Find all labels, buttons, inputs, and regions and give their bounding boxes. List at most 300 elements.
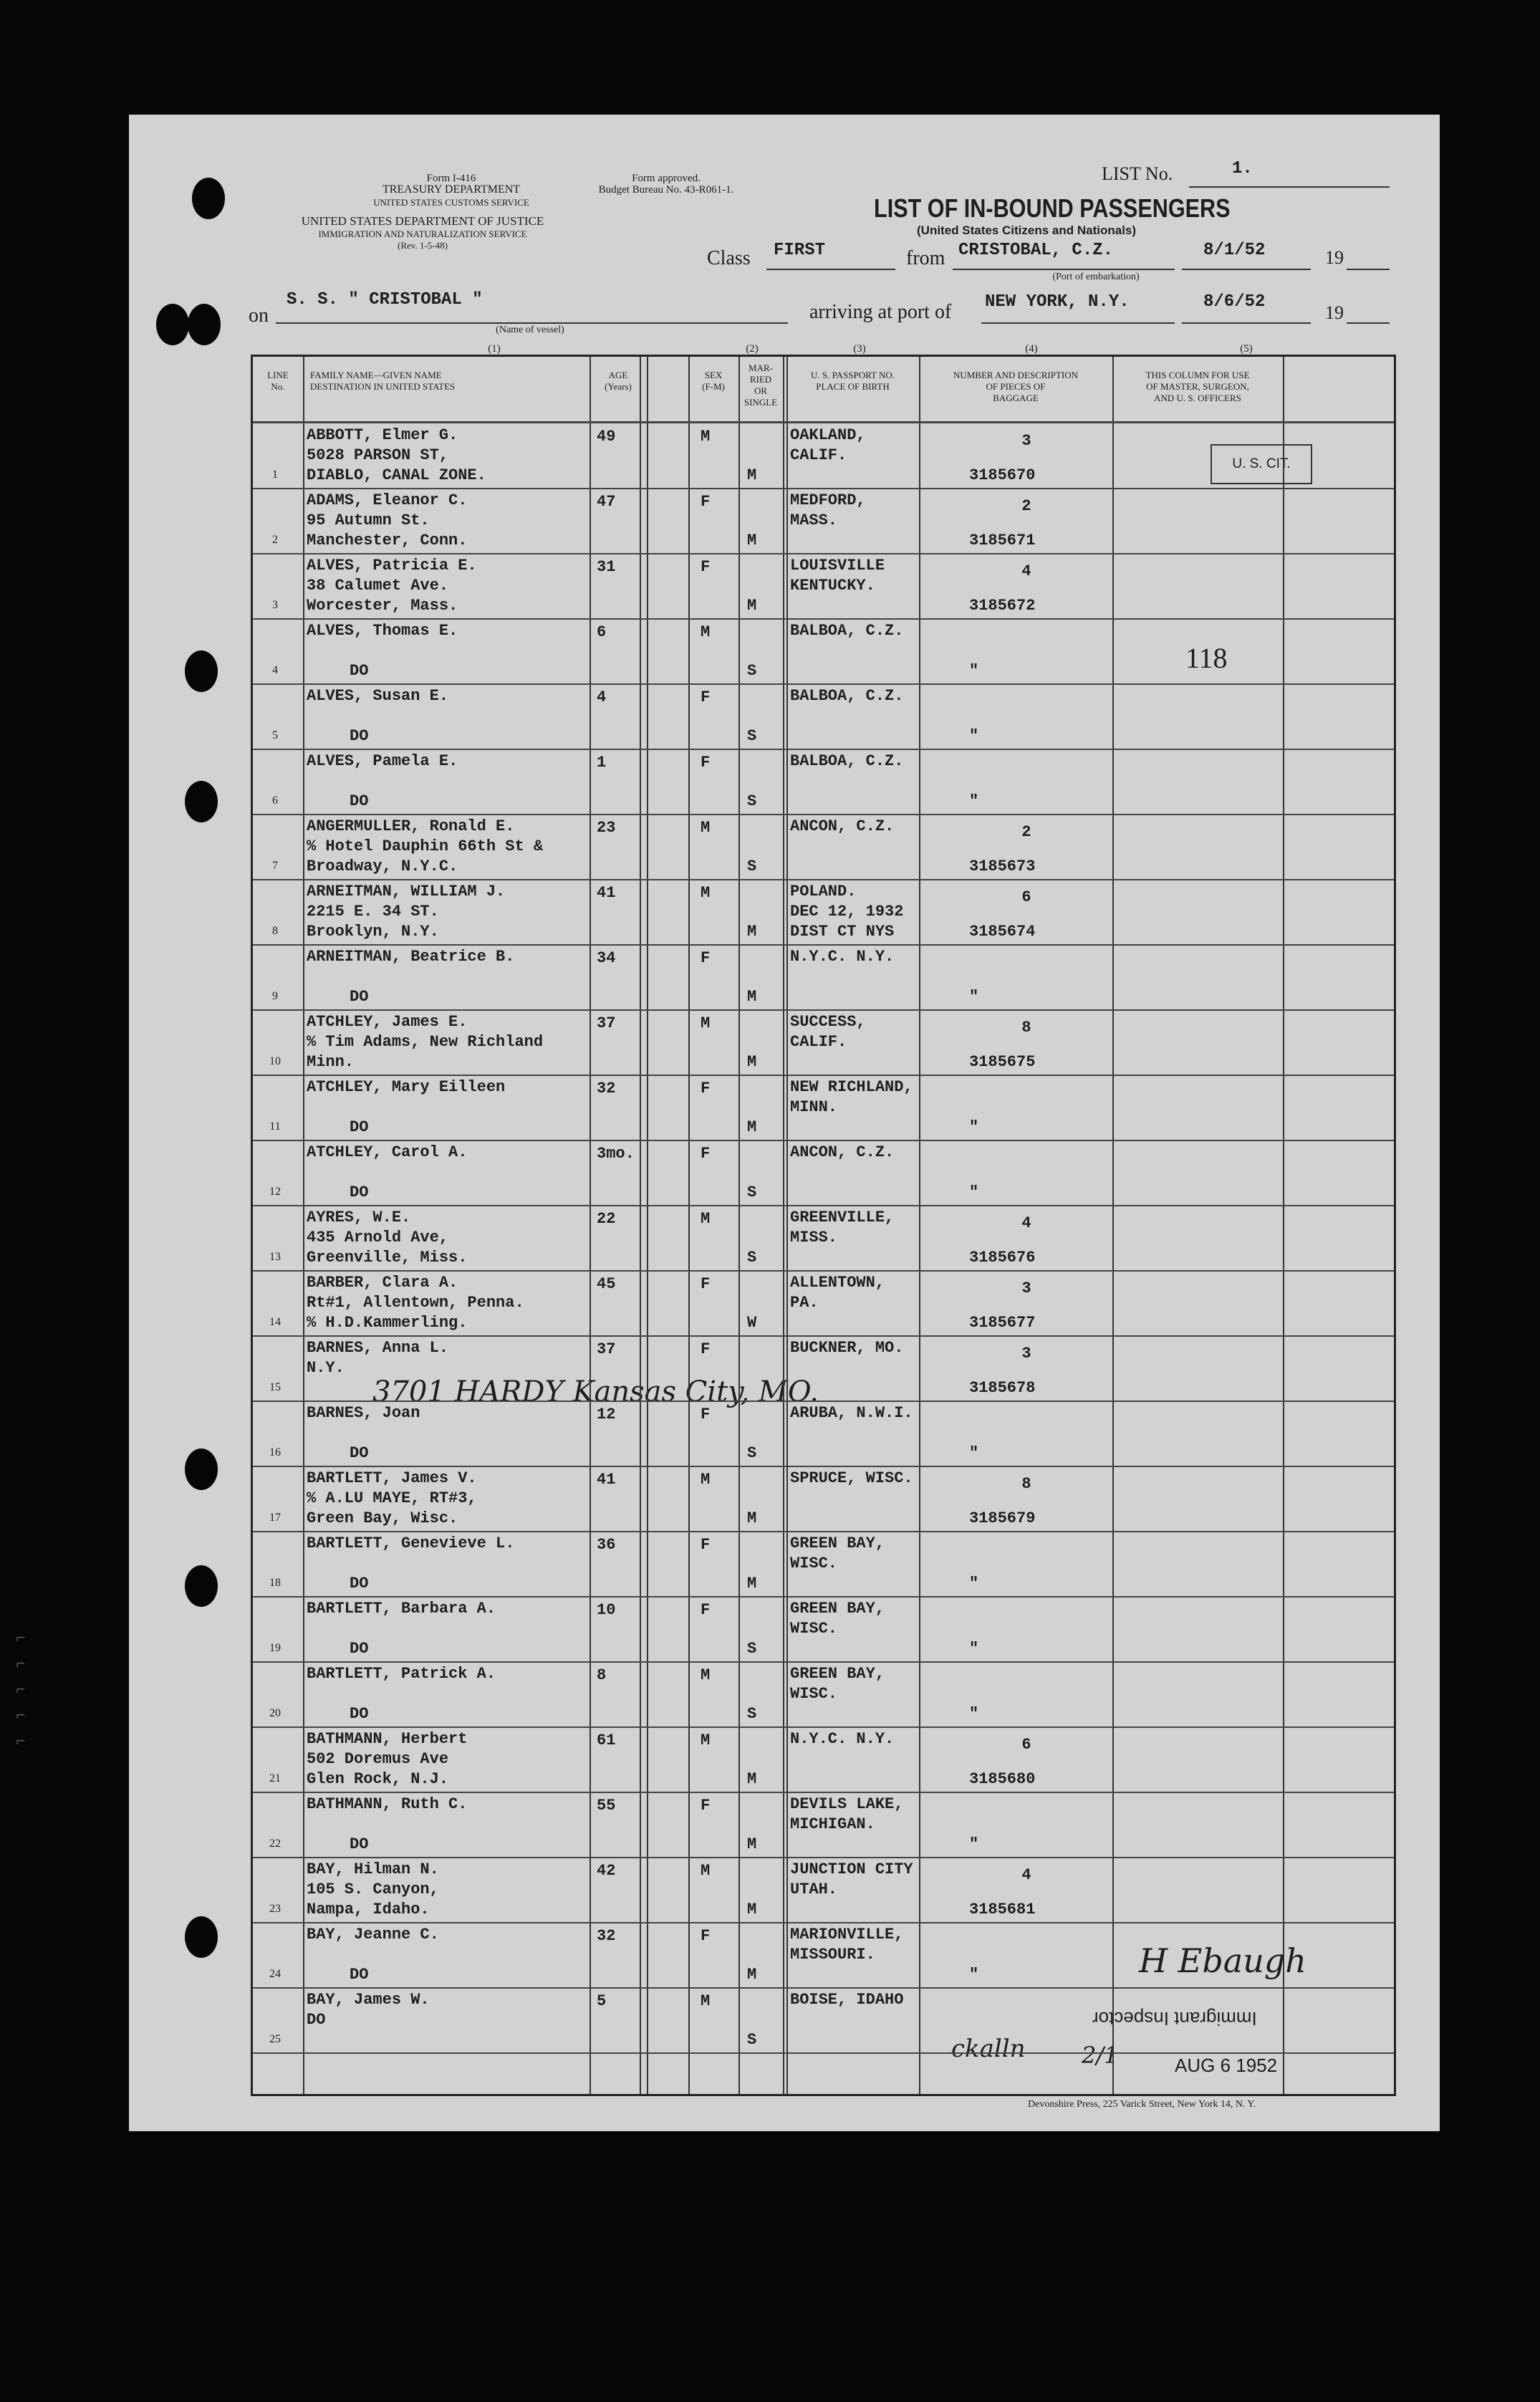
destination-line-2: Nampa, Idaho. <box>307 1901 430 1918</box>
vessel-name: S. S. " CRISTOBAL " <box>287 290 483 309</box>
class-value: FIRST <box>774 241 826 260</box>
binder-hole <box>185 781 218 822</box>
destination-line-2: DO <box>350 988 369 1006</box>
birthplace-line-2: UTAH. <box>790 1880 838 1898</box>
age: 32 <box>597 1927 616 1945</box>
sex: M <box>701 1862 711 1880</box>
rev-note: (Rev. 1-5-48) <box>398 240 448 251</box>
table-row <box>253 424 1394 489</box>
arrival-date: 8/6/52 <box>1203 292 1266 312</box>
sex: M <box>701 1992 711 2010</box>
row-line-number: 20 <box>269 1707 281 1719</box>
row-line-number: 10 <box>269 1055 281 1067</box>
passenger-name: ARNEITMAN, WILLIAM J. <box>307 883 506 900</box>
printer-imprint: Devonshire Press, 225 Varick Street, New York 14, N. Y. <box>1028 2099 1256 2110</box>
baggage-check-number: 3185681 <box>969 1901 1036 1918</box>
destination-line-2: Minn. <box>307 1053 355 1071</box>
baggage-check-number: " <box>969 1118 979 1136</box>
birthplace-line-1: OAKLAND, <box>790 426 866 444</box>
col-num-5: (5) <box>1240 343 1253 355</box>
col-num-4: (4) <box>1025 343 1038 355</box>
sex: M <box>701 1731 711 1749</box>
sex: M <box>701 623 711 641</box>
age: 8 <box>597 1666 607 1684</box>
table-row <box>253 554 1394 620</box>
age: 12 <box>597 1406 616 1423</box>
baggage-check-number: 3185676 <box>969 1249 1036 1267</box>
destination-line-2: Broadway, N.Y.C. <box>307 857 458 875</box>
sex: F <box>701 558 711 576</box>
age: 36 <box>597 1536 616 1554</box>
passenger-name: BARTLETT, Genevieve L. <box>307 1534 515 1552</box>
passenger-name: BARTLETT, Patrick A. <box>307 1665 496 1683</box>
sex: F <box>701 1340 711 1358</box>
sex: F <box>701 1406 711 1423</box>
destination-line-2: DO <box>350 792 369 810</box>
birthplace-line-2: CALIF. <box>790 1033 847 1051</box>
destination-line-1: % Hotel Dauphin 66th St & <box>307 837 544 855</box>
birthplace-line-1: BALBOA, C.Z. <box>790 752 904 770</box>
binder-hole <box>185 1449 218 1490</box>
sex: M <box>701 1471 711 1489</box>
table-row <box>253 685 1394 750</box>
destination-line-2: Brooklyn, N.Y. <box>307 923 439 941</box>
age: 3mo. <box>597 1145 635 1163</box>
age: 32 <box>597 1080 616 1097</box>
row-line-number: 23 <box>269 1903 281 1915</box>
table-row <box>253 815 1394 880</box>
destination-line-2: DO <box>350 1444 369 1462</box>
list-no-label: LIST No. <box>1102 163 1173 184</box>
baggage-check-number: " <box>969 1835 979 1853</box>
birthplace-line-2: MISS. <box>790 1229 838 1246</box>
birthplace-line-1: BOISE, IDAHO <box>790 1991 904 2009</box>
destination-line-2: DO <box>350 1183 369 1201</box>
age: 41 <box>597 1471 616 1489</box>
birthplace-line-1: MARIONVILLE, <box>790 1926 904 1944</box>
row-line-number: 18 <box>269 1577 281 1589</box>
marital-status: S <box>747 1640 757 1658</box>
marital-status: S <box>747 2031 757 2049</box>
birthplace-line-2: MICHIGAN. <box>790 1815 875 1833</box>
birthplace-line-2: WISC. <box>790 1555 838 1572</box>
sex: F <box>701 1927 711 1945</box>
colhead-passport: U. S. PASSPORT NO. PLACE OF BIRTH <box>811 370 895 392</box>
binder-hole <box>185 1565 218 1607</box>
destination-line-2: DO <box>350 662 369 680</box>
row-line-number: 12 <box>269 1186 281 1198</box>
row-line-number: 1 <box>272 469 278 481</box>
age: 5 <box>597 1992 607 2010</box>
binder-hole <box>185 1916 218 1958</box>
birthplace-line-1: NEW RICHLAND, <box>790 1078 913 1096</box>
table-row <box>253 1989 1394 2054</box>
sex: F <box>701 688 711 706</box>
destination-line-1: Rt#1, Allentown, Penna. <box>307 1294 524 1312</box>
marital-status: M <box>747 1770 757 1788</box>
colhead-line-no: LINE No. <box>267 370 289 392</box>
destination-line-1: N.Y. <box>307 1359 345 1377</box>
table-row <box>253 1728 1394 1793</box>
dept-justice: UNITED STATES DEPARTMENT OF JUSTICE <box>301 214 544 228</box>
table-row <box>253 1272 1394 1337</box>
sex: F <box>701 1080 711 1097</box>
row-line-number: 9 <box>272 990 278 1002</box>
baggage-check-number: 3185678 <box>969 1379 1036 1397</box>
row-line-number: 15 <box>269 1381 281 1393</box>
sex: F <box>701 493 711 511</box>
baggage-check-number: 3185670 <box>969 466 1036 484</box>
age: 37 <box>597 1340 616 1358</box>
birthplace-line-1: ANCON, C.Z. <box>790 1143 895 1161</box>
binder-hole <box>185 650 218 692</box>
baggage-check-number: " <box>969 1444 979 1462</box>
passenger-name: BAY, Hilman N. <box>307 1860 439 1878</box>
inspector-stamp: Immigrant Inspector <box>1092 2008 1257 2029</box>
row-line-number: 22 <box>269 1837 281 1850</box>
date-stamp: AUG 6 1952 <box>1175 2055 1278 2076</box>
birthplace-line-2: MASS. <box>790 511 838 529</box>
passenger-name: ABBOTT, Elmer G. <box>307 426 458 444</box>
baggage-check-number: " <box>969 662 979 680</box>
year-prefix-2: 19 <box>1325 302 1344 323</box>
table-row <box>253 880 1394 946</box>
birthplace-line-1: ANCON, C.Z. <box>790 817 895 835</box>
embark-date: 8/1/52 <box>1203 241 1266 260</box>
year-prefix-1: 19 <box>1325 247 1344 268</box>
passenger-name: BARBER, Clara A. <box>307 1274 458 1292</box>
row-line-number: 14 <box>269 1316 281 1328</box>
marital-status: M <box>747 466 757 484</box>
baggage-check-number: " <box>969 1640 979 1658</box>
age: 1 <box>597 754 607 772</box>
passenger-name: AYRES, W.E. <box>307 1209 411 1226</box>
baggage-check-number: 3185680 <box>969 1770 1036 1788</box>
sex: M <box>701 428 711 446</box>
row-line-number: 24 <box>269 1968 281 1980</box>
destination-line-2: Worcester, Mass. <box>307 597 458 615</box>
destination-line-2: DO <box>350 1640 369 1658</box>
from-value: CRISTOBAL, C.Z. <box>958 241 1114 260</box>
passenger-name: ALVES, Susan E. <box>307 687 449 705</box>
passenger-name: ATCHLEY, James E. <box>307 1013 468 1031</box>
destination-line-1: DO <box>307 2011 326 2029</box>
row-line-number: 25 <box>269 2033 281 2045</box>
table-row <box>253 1923 1394 1989</box>
sex: F <box>701 754 711 772</box>
baggage-count: 4 <box>1021 1214 1031 1232</box>
colhead-age: AGE (Years) <box>605 370 632 392</box>
destination-line-1: 2215 E. 34 ST. <box>307 903 439 921</box>
col-num-3: (3) <box>853 343 866 355</box>
passenger-count: 118 <box>1185 642 1228 674</box>
arriving-label: arriving at port of <box>809 301 952 323</box>
col-num-1: (1) <box>488 343 501 355</box>
passenger-name: ATCHLEY, Mary Eilleen <box>307 1078 506 1096</box>
marital-status: M <box>747 597 757 615</box>
birthplace-line-1: LOUISVILLE <box>790 557 885 575</box>
table-row <box>253 1076 1394 1141</box>
vessel-note: (Name of vessel) <box>496 325 564 335</box>
hardy-address-note: 3701 HARDY Kansas City, MO. <box>372 1375 819 1408</box>
arrival-port: NEW YORK, N.Y. <box>985 292 1130 312</box>
baggage-check-number: " <box>969 988 979 1006</box>
colhead-baggage: NUMBER AND DESCRIPTION OF PIECES OF BAGGAGE <box>953 370 1079 403</box>
colhead-officers: THIS COLUMN FOR USE OF MASTER, SURGEON, AND U. S. OFFICERS <box>1145 370 1250 403</box>
budget-bureau: Budget Bureau No. 43-R061-1. <box>598 184 734 196</box>
baggage-count: 2 <box>1021 823 1031 841</box>
age: 55 <box>597 1797 616 1815</box>
table-row <box>253 1141 1394 1206</box>
destination-line-1: 502 Doremus Ave <box>307 1750 449 1768</box>
baggage-count: 2 <box>1021 497 1031 515</box>
birthplace-line-1: MEDFORD, <box>790 491 866 509</box>
baggage-check-number: " <box>969 727 979 745</box>
sex: M <box>701 1666 711 1684</box>
birthplace-line-1: POLAND. <box>790 883 857 900</box>
sex: M <box>701 819 711 837</box>
destination-line-2: Green Bay, Wisc. <box>307 1509 458 1527</box>
baggage-check-number: " <box>969 1183 979 1201</box>
baggage-count: 3 <box>1021 1279 1031 1297</box>
row-line-number: 19 <box>269 1642 281 1654</box>
marital-status: S <box>747 857 757 875</box>
baggage-check-number: 3185673 <box>969 857 1036 875</box>
from-label: from <box>906 247 945 269</box>
table-row <box>253 620 1394 685</box>
birthplace-line-1: SUCCESS, <box>790 1013 866 1031</box>
destination-line-1: 435 Arnold Ave, <box>307 1229 449 1246</box>
birthplace-line-1: N.Y.C. N.Y. <box>790 1730 895 1748</box>
table-row <box>253 946 1394 1011</box>
row-line-number: 11 <box>269 1120 281 1133</box>
form-number: Form I-416 <box>426 173 476 184</box>
class-label: Class <box>707 247 751 269</box>
marital-status: M <box>747 923 757 941</box>
list-no-value: 1. <box>1232 159 1253 178</box>
destination-line-1: % Tim Adams, New Richland <box>307 1033 544 1051</box>
passenger-name: ANGERMULLER, Ronald E. <box>307 817 515 835</box>
passenger-name: ALVES, Patricia E. <box>307 557 477 575</box>
passenger-name: BARTLETT, Barbara A. <box>307 1600 496 1618</box>
age: 47 <box>597 493 616 511</box>
birthplace-line-1: ARUBA, N.W.I. <box>790 1404 913 1422</box>
destination-line-2: Greenville, Miss. <box>307 1249 468 1267</box>
form-approved: Form approved. <box>632 173 701 184</box>
destination-line-2: % H.D.Kammerling. <box>307 1314 468 1332</box>
baggage-count: 6 <box>1021 1736 1031 1754</box>
destination-line-1: 95 Autumn St. <box>307 511 430 529</box>
age: 61 <box>597 1731 616 1749</box>
colhead-sex: SEX (F-M) <box>702 370 725 392</box>
sex: F <box>701 1601 711 1619</box>
row-line-number: 8 <box>272 925 278 937</box>
baggage-count: 4 <box>1021 1866 1031 1884</box>
passenger-name: BAY, James W. <box>307 1991 430 2009</box>
marital-status: M <box>747 1509 757 1527</box>
passenger-name: ALVES, Thomas E. <box>307 622 458 640</box>
row-line-number: 13 <box>269 1251 281 1263</box>
us-cit-stamp: U. S. CIT. <box>1211 444 1312 484</box>
destination-line-2: DO <box>350 1835 369 1853</box>
passenger-name: ADAMS, Eleanor C. <box>307 491 468 509</box>
table-row <box>253 1663 1394 1728</box>
sex: F <box>701 1797 711 1815</box>
birthplace-line-2: WISC. <box>790 1620 838 1638</box>
marital-status: S <box>747 792 757 810</box>
marital-status: M <box>747 1901 757 1918</box>
table-row <box>253 489 1394 554</box>
row-line-number: 3 <box>272 599 278 611</box>
row-line-number: 2 <box>272 534 278 546</box>
birthplace-line-2: WISC. <box>790 1685 838 1703</box>
age: 34 <box>597 949 616 967</box>
baggage-count: 4 <box>1021 562 1031 580</box>
marital-status: M <box>747 988 757 1006</box>
birthplace-line-2: MINN. <box>790 1098 838 1116</box>
sex: M <box>701 1014 711 1032</box>
row-line-number: 17 <box>269 1512 281 1524</box>
sex: F <box>701 1536 711 1554</box>
age: 49 <box>597 428 616 446</box>
age: 22 <box>597 1210 616 1228</box>
port-embark-note: (Port of embarkation) <box>1052 272 1140 282</box>
binder-hole <box>188 304 221 345</box>
marital-status: S <box>747 727 757 745</box>
age: 23 <box>597 819 616 837</box>
dept-treasury: TREASURY DEPARTMENT <box>382 183 521 196</box>
age: 6 <box>597 623 607 641</box>
table-row <box>253 1467 1394 1532</box>
passenger-name: BATHMANN, Herbert <box>307 1730 468 1748</box>
customs-service: UNITED STATES CUSTOMS SERVICE <box>373 197 529 208</box>
marital-status: M <box>747 1053 757 1071</box>
destination-line-1: % A.LU MAYE, RT#3, <box>307 1489 477 1507</box>
table-row <box>253 1402 1394 1467</box>
destination-line-2: DO <box>350 1966 369 1984</box>
table-row <box>253 1206 1394 1272</box>
marital-status: M <box>747 532 757 549</box>
age: 4 <box>597 688 607 706</box>
birthplace-line-2: DEC 12, 1932 DIST CT NYS <box>790 903 904 941</box>
baggage-check-number: 3185671 <box>969 532 1036 549</box>
marital-status: M <box>747 1575 757 1592</box>
sex: M <box>701 1210 711 1228</box>
form-title: LIST OF IN-BOUND PASSENGERS <box>874 193 1231 223</box>
marital-status: S <box>747 1444 757 1462</box>
inspector-signature: H Ebaugh <box>1139 1941 1306 1980</box>
marital-status: S <box>747 1249 757 1267</box>
age: 10 <box>597 1601 616 1619</box>
birthplace-line-1: GREEN BAY, <box>790 1600 885 1618</box>
margin-edge-marks: ⌐ ⌐ ⌐ ⌐ ⌐ <box>16 1630 26 1751</box>
destination-line-1: 5028 PARSON ST, <box>307 446 449 464</box>
baggage-count: 3 <box>1021 432 1031 450</box>
passenger-table <box>251 355 1396 2096</box>
passenger-name: BATHMANN, Ruth C. <box>307 1795 468 1813</box>
birthplace-line-1: N.Y.C. N.Y. <box>790 948 895 966</box>
baggage-count: 8 <box>1021 1475 1031 1493</box>
age: 42 <box>597 1862 616 1880</box>
birthplace-line-2: KENTUCKY. <box>790 577 875 595</box>
table-row <box>253 750 1394 815</box>
destination-line-1: 105 S. Canyon, <box>307 1880 439 1898</box>
baggage-count: 6 <box>1021 888 1031 906</box>
baggage-check-number: 3185672 <box>969 597 1036 615</box>
birthplace-line-1: GREEN BAY, <box>790 1665 885 1683</box>
destination-line-2: DO <box>350 727 369 745</box>
baggage-check-number: " <box>969 1575 979 1592</box>
passenger-name: BARNES, Anna L. <box>307 1339 449 1357</box>
passenger-name: BARTLETT, James V. <box>307 1469 477 1487</box>
destination-line-2: DO <box>350 1118 369 1136</box>
birthplace-line-1: BALBOA, C.Z. <box>790 622 904 640</box>
baggage-check-number: 3185677 <box>969 1314 1036 1332</box>
table-row <box>253 1598 1394 1663</box>
birthplace-line-1: GREENVILLE, <box>790 1209 895 1226</box>
destination-line-2: DIABLO, CANAL ZONE. <box>307 466 486 484</box>
immigration-service: IMMIGRATION AND NATURALIZATION SERVICE <box>318 229 527 239</box>
sex: F <box>701 949 711 967</box>
marital-status: S <box>747 1183 757 1201</box>
marital-status: M <box>747 1835 757 1853</box>
baggage-check-number: 3185679 <box>969 1509 1036 1527</box>
colhead-married: MAR- RIED OR SINGLE <box>743 362 778 408</box>
age: 31 <box>597 558 616 576</box>
binder-hole <box>156 304 189 345</box>
destination-line-2: DO <box>350 1705 369 1723</box>
baggage-check-number: " <box>969 1705 979 1723</box>
row-line-number: 7 <box>272 860 278 872</box>
row-line-number: 4 <box>272 664 278 676</box>
birthplace-line-2: PA. <box>790 1294 819 1312</box>
marital-status: M <box>747 1118 757 1136</box>
passenger-name: ALVES, Pamela E. <box>307 752 458 770</box>
baggage-check-number: " <box>969 792 979 810</box>
sex: F <box>701 1145 711 1163</box>
col-num-2: (2) <box>746 343 759 355</box>
table-row <box>253 1337 1394 1402</box>
age: 45 <box>597 1275 616 1293</box>
birthplace-line-1: SPRUCE, WISC. <box>790 1469 913 1487</box>
birthplace-line-2: MISSOURI. <box>790 1946 875 1964</box>
age: 41 <box>597 884 616 902</box>
baggage-check-number: 3185675 <box>969 1053 1036 1071</box>
inspector-initials: ckalln <box>951 2035 1026 2063</box>
marital-status: W <box>747 1314 757 1332</box>
colhead-name: FAMILY NAME—GIVEN NAME DESTINATION IN UNITED STATES <box>310 370 456 392</box>
row-line-number: 16 <box>269 1446 281 1459</box>
inspector-fraction: 2/1 <box>1082 2042 1119 2069</box>
birthplace-line-1: ALLENTOWN, <box>790 1274 885 1292</box>
destination-line-1: 38 Calumet Ave. <box>307 577 449 595</box>
sex: F <box>701 1275 711 1293</box>
birthplace-line-1: DEVILS LAKE, <box>790 1795 904 1813</box>
binder-hole <box>192 178 225 219</box>
passenger-name: BARNES, Joan <box>307 1404 420 1422</box>
marital-status: S <box>747 1705 757 1723</box>
destination-line-2: Manchester, Conn. <box>307 532 468 549</box>
table-row <box>253 1011 1394 1076</box>
row-line-number: 5 <box>272 729 278 741</box>
birthplace-line-1: JUNCTION CITY <box>790 1860 913 1878</box>
birthplace-line-1: BALBOA, C.Z. <box>790 687 904 705</box>
baggage-check-number: " <box>969 1966 979 1984</box>
table-row <box>253 1858 1394 1923</box>
form-subtitle: (United States Citizens and Nationals) <box>917 224 1137 237</box>
passenger-name: ARNEITMAN, Beatrice B. <box>307 948 515 966</box>
table-row <box>253 1793 1394 1858</box>
